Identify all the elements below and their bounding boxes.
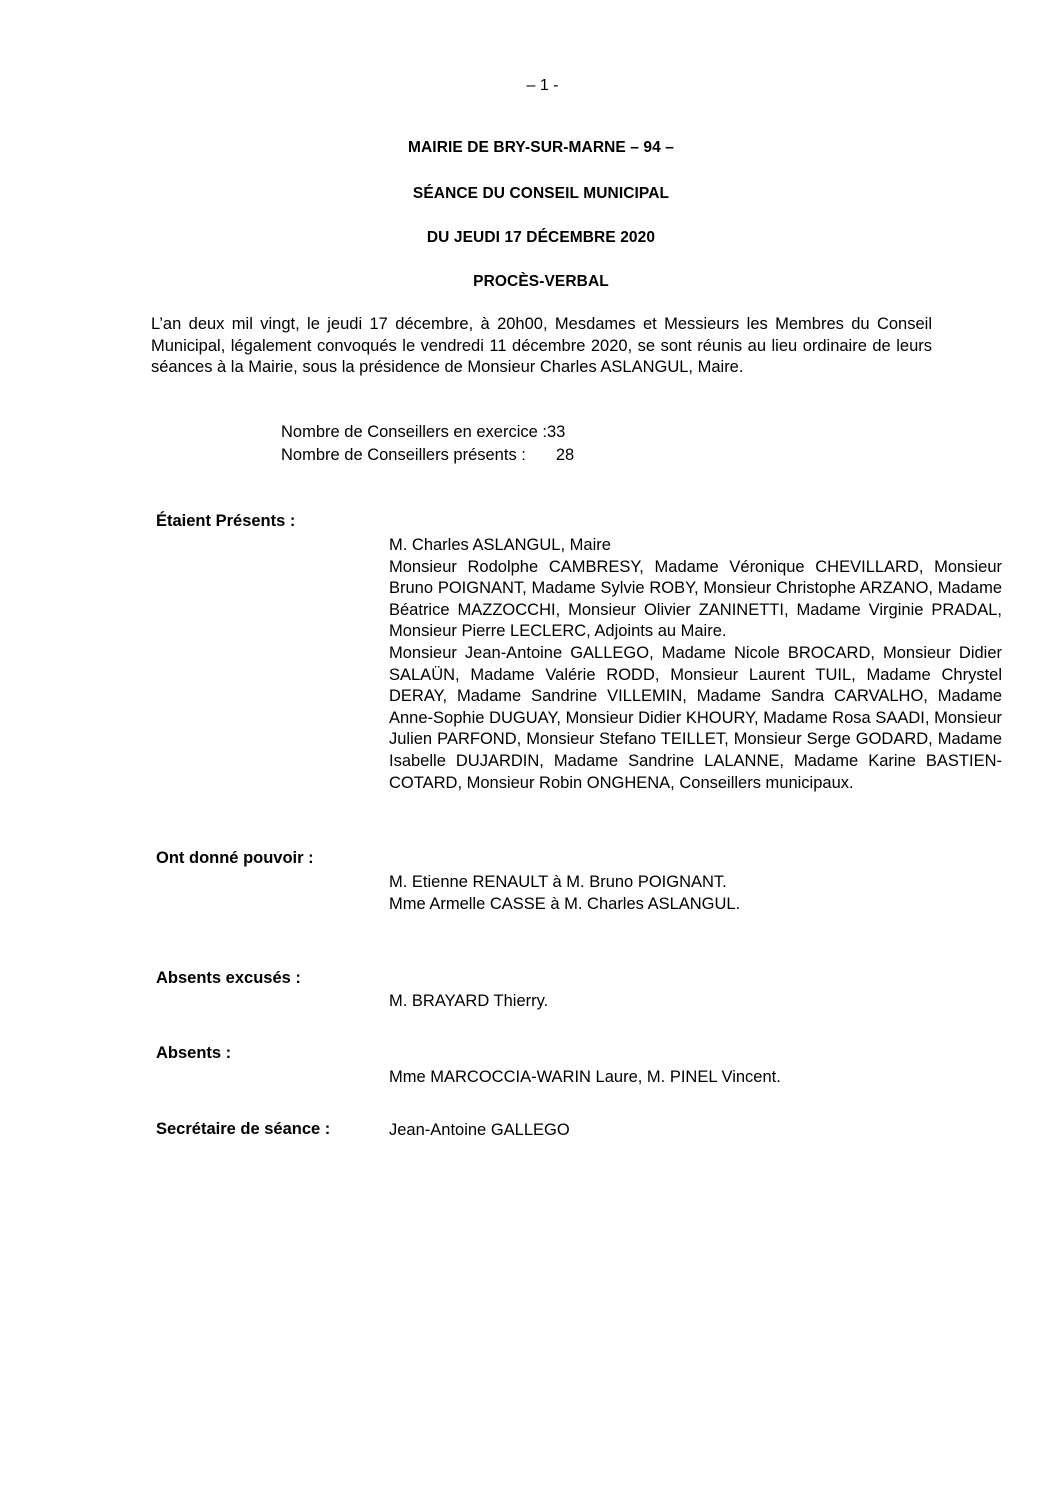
secretaire-value: Jean-Antoine GALLEGO — [389, 1121, 570, 1139]
presents-maire: M. Charles ASLANGUL, Maire — [389, 536, 611, 554]
header-mairie: MAIRIE DE BRY-SUR-MARNE – 94 – — [408, 139, 674, 156]
header-date: DU JEUDI 17 DÉCEMBRE 2020 — [426, 229, 656, 246]
pouvoirs-list — [389, 872, 1002, 915]
count-presents-label: Nombre de Conseillers présents : — [281, 446, 526, 464]
excuses-value: M. BRAYARD Thierry. — [389, 992, 549, 1010]
pouvoir-item: Mme Armelle CASSE à M. Charles ASLANGUL. — [389, 894, 741, 913]
secretaire-label: Secrétaire de séance : — [156, 1120, 331, 1138]
count-exercice — [281, 421, 574, 444]
presents-list — [389, 535, 1002, 794]
absents-label: Absents : — [156, 1044, 232, 1062]
absents-value: Mme MARCOCCIA-WARIN Laure, M. PINEL Vincent. — [389, 1068, 781, 1086]
count-exercice-value: 33 — [546, 423, 566, 441]
presents-adjoints: Monsieur Rodolphe CAMBRESY, Madame Véronique CHEVILLARD, Monsieur Bruno POIGNANT, Madame Sylvie ROBY, Monsieur Christophe ARZANO, Madame Béatrice MAZZOCCHI, Monsieur Olivier ZANINETTI, Madame Virginie PRADAL, Monsieur Pierre LECLERC, Adjoints au Maire. — [389, 557, 1002, 641]
count-presents-value: 28 — [555, 446, 575, 464]
pouvoir-item: M. Etienne RENAULT à M. Bruno POIGNANT. — [389, 873, 727, 891]
header-proces-verbal: PROCÈS-VERBAL — [473, 273, 609, 290]
counts-block — [281, 421, 574, 467]
header-seance: SÉANCE DU CONSEIL MUNICIPAL — [412, 185, 670, 202]
presents-label: Étaient Présents : — [156, 512, 296, 530]
pouvoirs-label: Ont donné pouvoir : — [156, 849, 314, 867]
excuses-label: Absents excusés : — [156, 969, 301, 987]
intro-paragraph: L’an deux mil vingt, le jeudi 17 décembre, à 20h00, Mesdames et Messieurs les Membres du Conseil Municipal, légalement convoqués le vendredi 11 décembre 2020, se sont réunis au lieu ordinaire de leurs séances à la Mairie, sous la présidence de Monsieur Charles ASLANGUL, Maire. — [151, 315, 932, 376]
presents-conseillers: Monsieur Jean-Antoine GALLEGO, Madame Nicole BROCARD, Monsieur Didier SALAÜN, Madame Valérie RODD, Monsieur Laurent TUIL, Madame Chrystel DERAY, Madame Sandrine VILLEMIN, Madame Sandra CARVALHO, Madame Anne-Sophie DUGUAY, Monsieur Didier KHOURY, Madame Rosa SAADI, Monsieur Julien PARFOND, Monsieur Stefano TEILLET, Monsieur Serge GODARD, Madame Isabelle DUJARDIN, Madame Sandrine LALANNE, Madame Karine BASTIEN-COTARD, Monsieur Robin ONGHENA, Conseillers municipaux. — [389, 643, 1002, 792]
page-number: – 1 - — [526, 77, 559, 94]
count-presents — [281, 444, 574, 467]
count-exercice-label: Nombre de Conseillers en exercice : — [281, 423, 547, 441]
